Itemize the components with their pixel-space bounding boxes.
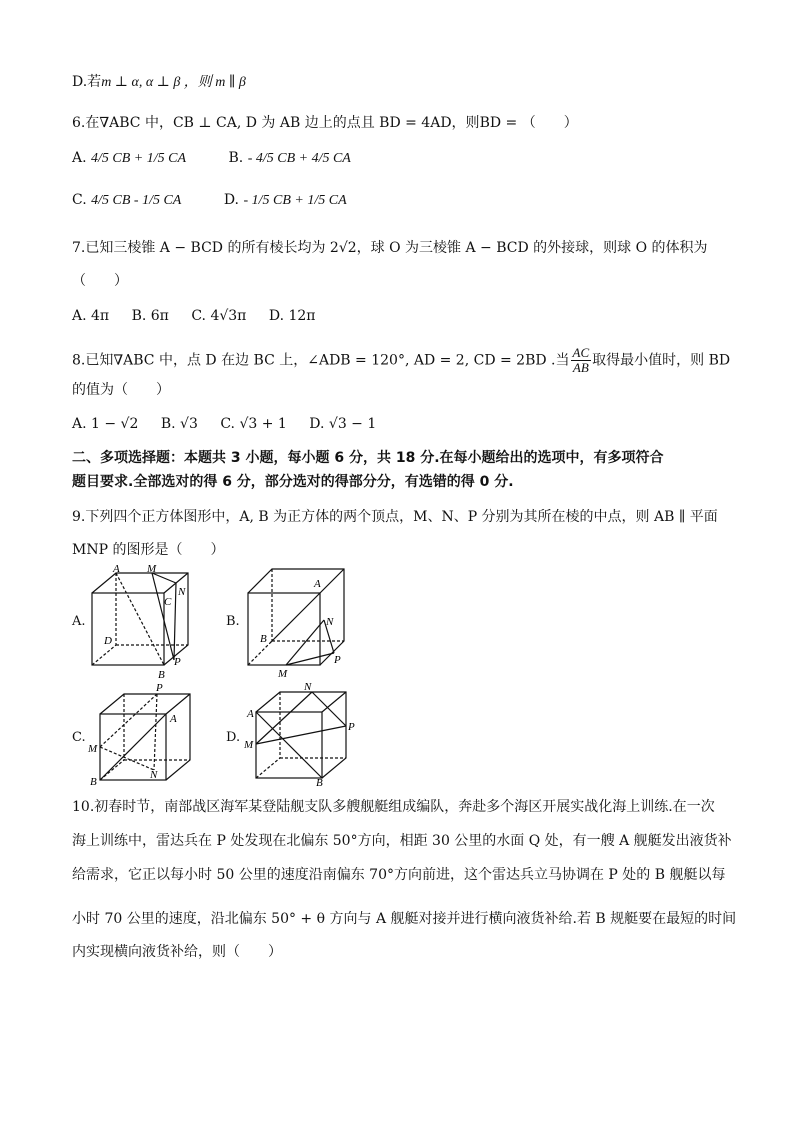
q8-stem xyxy=(72,346,730,375)
q10-line5: 内实现横向液货补给，则（ ） xyxy=(72,944,282,960)
svg-text:N: N xyxy=(304,682,312,693)
q8-option-d: D. √3 − 1 xyxy=(309,416,377,432)
q7-paren xyxy=(72,271,128,291)
svg-text:P: P xyxy=(348,721,355,733)
q6-option-d-expr: - 1/5 CB + 1/5 CA xyxy=(243,193,347,208)
q7-stem-text: 7.已知三棱锥 A − BCD 的所有棱长均为 2√2，球 O 为三棱锥 A − BCD 的外接球，则球 O 的体积为 xyxy=(72,240,708,256)
cube-figure-b xyxy=(240,565,355,680)
svg-text:N: N xyxy=(150,769,158,781)
svg-text:N: N xyxy=(178,586,186,598)
q6-option-a-label: A. xyxy=(72,150,87,166)
q6-option-b-label: B. xyxy=(228,150,244,166)
svg-text:M: M xyxy=(147,565,157,575)
q7-option-a: A. 4π xyxy=(72,308,110,324)
q8-frac-num: AC xyxy=(572,345,590,360)
q9-line2: MNP 的图形是（ ） xyxy=(72,542,225,558)
cube-figure-c xyxy=(86,682,196,787)
q10-line2: 海上训练中，雷达兵在 P 处发现在北偏东 50°方向，相距 30 公里的水面 Q 处，有一艘 A 舰艇发出液货补 xyxy=(72,833,732,849)
svg-text:B: B xyxy=(90,776,97,787)
cube-figure-a xyxy=(86,565,196,680)
q8-stem-end: 取得最小值时，则 BD xyxy=(592,352,731,369)
q8-options xyxy=(72,414,394,434)
q6-options-row1 xyxy=(72,148,369,169)
q6-option-a xyxy=(72,150,186,166)
q6-tail: BD = （ ） xyxy=(479,115,578,131)
section2-line2: 题目要求.全部选对的得 6 分，部分选对的得部分分，有选错的得 0 分. xyxy=(72,474,514,490)
q8-option-c: C. √3 + 1 xyxy=(220,416,287,432)
q6-stem xyxy=(72,113,578,133)
q7-option-d: D. 12π xyxy=(268,308,316,324)
figure-a-label: A. xyxy=(72,614,86,629)
q8-frac-den: AB xyxy=(572,360,589,375)
q7-options xyxy=(72,306,334,326)
q6-option-b-expr: - 4/5 CB + 4/5 CA xyxy=(247,151,351,166)
q8-option-a: A. 1 − √2 xyxy=(72,416,139,432)
q7-stem xyxy=(72,238,708,258)
q8-line2 xyxy=(72,380,170,400)
option-d-line xyxy=(72,72,246,93)
svg-text:A: A xyxy=(247,708,254,720)
svg-text:P: P xyxy=(156,682,163,694)
svg-text:P: P xyxy=(334,654,341,666)
q6-options-row2 xyxy=(72,190,365,211)
svg-text:M: M xyxy=(88,743,98,755)
q6-option-b xyxy=(228,150,350,166)
q6-option-c xyxy=(72,192,181,208)
q6-option-d xyxy=(224,192,347,208)
q8-option-b: B. √3 xyxy=(160,416,198,432)
svg-text:N: N xyxy=(326,616,334,628)
q6-stem-text: 6.在∇ABC 中，CB ⊥ CA, D 为 AB 边上的点且 BD = 4AD，则 xyxy=(72,115,480,131)
q6-option-c-expr: 4/5 CB - 1/5 CA xyxy=(91,193,182,208)
q10-line3: 给需求，它正以每小时 50 公里的速度沿南偏东 70°方向前进，这个雷达兵立马协调在 P 处的 B 舰艇以每 xyxy=(72,867,726,883)
q10-line4: 小时 70 公里的速度，沿北偏东 50° + θ 方向与 A 舰艇对接并进行横向液货补给.若 B 规艇要在最短的时间 xyxy=(72,911,737,927)
option-d-prefix: D.若 xyxy=(72,74,102,90)
svg-text:A: A xyxy=(170,713,177,725)
svg-text:M: M xyxy=(244,739,254,751)
section2-line1: 二、多项选择题：本题共 3 小题，每小题 6 分，共 18 分.在每小题给出的选项中，有多项符合 xyxy=(72,450,664,466)
q6-option-d-label: D. xyxy=(223,192,239,208)
svg-text:C: C xyxy=(164,596,172,608)
svg-text:P: P xyxy=(174,656,181,668)
svg-text:B: B xyxy=(260,633,267,645)
q7-option-b: B. 6π xyxy=(131,308,169,324)
q8-line2-text: 的值为（ ） xyxy=(72,382,170,398)
q6-option-c-label: C. xyxy=(72,192,87,208)
svg-text:B: B xyxy=(316,777,323,787)
q7-paren-text: （ ） xyxy=(72,273,128,289)
svg-text:A: A xyxy=(113,565,120,575)
q9-line1: 9.下列四个正方体图形中，A, B 为正方体的两个顶点，M、N、P 分别为其所在棱的中点，则 AB ∥ 平面 xyxy=(72,509,718,525)
q10-line1: 10.初春时节，南部战区海军某登陆舰支队多艘舰艇组成编队，奔赴多个海区开展实战化海上训练.在一次 xyxy=(72,799,715,815)
figure-c-label: C. xyxy=(72,730,86,745)
figure-d-label: D. xyxy=(226,730,241,745)
option-d-text: m ⊥ α, α ⊥ β ，则 m ∥ β xyxy=(101,75,246,90)
q7-option-c: C. 4√3π xyxy=(191,308,247,324)
q8-stem-text: 8.已知∇ABC 中，点 D 在边 BC 上，∠ADB = 120°, AD = 2, CD = 2BD .当 xyxy=(72,352,570,369)
svg-text:D: D xyxy=(104,635,112,647)
q6-option-a-expr: 4/5 CB + 1/5 CA xyxy=(91,151,187,166)
svg-text:B: B xyxy=(158,669,165,680)
cube-figure-d xyxy=(244,682,359,787)
svg-text:M: M xyxy=(278,668,288,680)
svg-text:A: A xyxy=(314,578,321,590)
q8-fraction xyxy=(571,346,592,375)
figure-b-label: B. xyxy=(226,614,240,629)
